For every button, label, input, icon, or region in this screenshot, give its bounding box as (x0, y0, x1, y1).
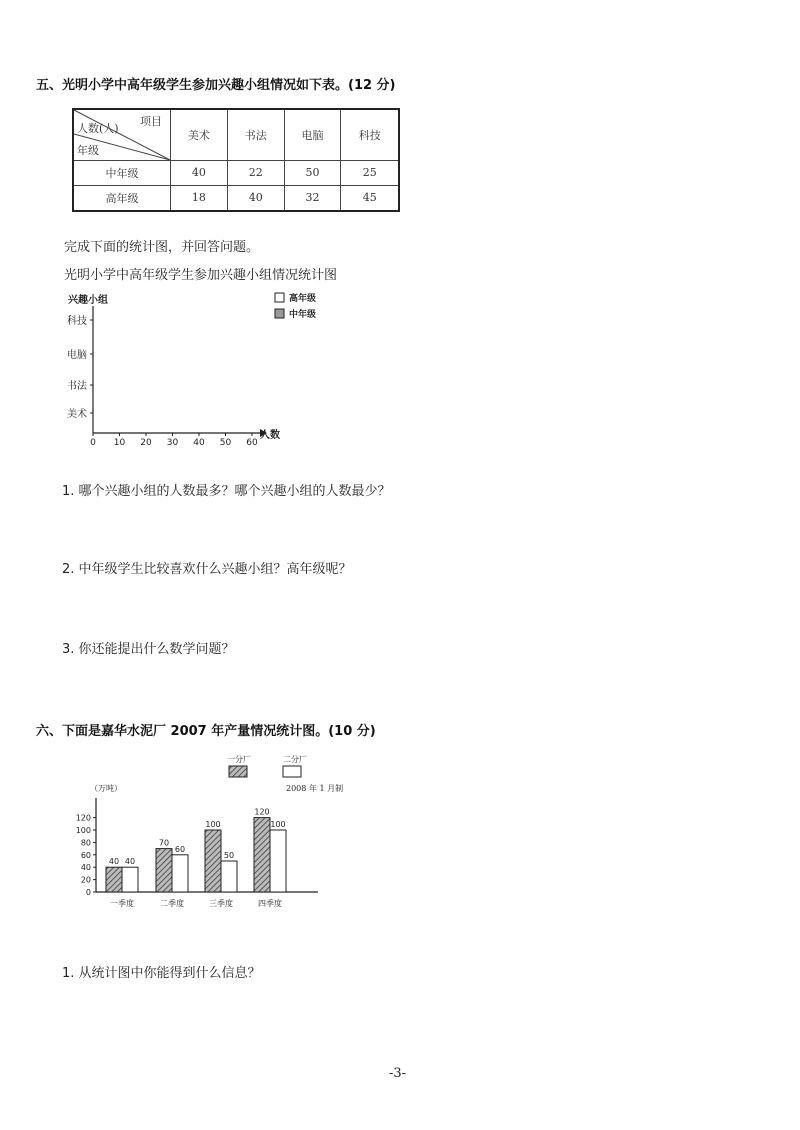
chart1-y-axis-label: 兴趣小组 (68, 295, 108, 306)
chart2-bar (205, 830, 221, 892)
chart2-bar (156, 849, 172, 892)
chart1-category-label: 电脑 (67, 350, 87, 361)
table-cell: 40 (171, 161, 228, 186)
interest-group-table (72, 108, 400, 212)
chart2-data-label: 50 (223, 851, 235, 860)
chart2-data-label: 100 (270, 820, 286, 829)
chart1-x-tick-label: 10 (113, 438, 126, 448)
chart2-y-tick-label: 80 (80, 838, 91, 848)
chart2-data-label: 40 (124, 857, 136, 867)
table-header-cell: 美术 (171, 109, 228, 161)
legend-swatch-factory2 (283, 766, 301, 777)
legend-label-factory1: 一分厂 (227, 755, 251, 764)
table-cell: 40 (227, 185, 284, 211)
chart2-cement-production (72, 750, 344, 915)
chart1-category-label: 科技 (67, 316, 87, 327)
chart2-y-tick-label: 20 (80, 875, 91, 885)
legend-label-senior-grade: 高年级 (289, 294, 317, 304)
chart2-bar (106, 867, 122, 892)
legend-swatch-middle-grade (275, 309, 284, 318)
legend-label-factory2: 二分厂 (283, 755, 307, 764)
table-row (73, 161, 399, 186)
legend-swatch-factory1 (229, 766, 247, 777)
chart2-y-tick-label: 40 (80, 863, 91, 873)
section5-title: 五、光明小学中高年级学生参加兴趣小组情况如下表。(12 分) (36, 78, 396, 93)
chart1-x-tick-label: 50 (219, 438, 232, 448)
chart1-title: 光明小学中高年级学生参加兴趣小组情况统计图 (64, 268, 338, 283)
legend-swatch-senior-grade (275, 293, 284, 302)
chart1-category-label: 书法 (67, 381, 87, 392)
corner-label-item: 项目 (140, 115, 162, 128)
instruction-text: 完成下面的统计图，并回答问题。 (64, 240, 260, 255)
chart2-y-tick-label: 0 (85, 888, 91, 897)
question-1: 1. 哪个兴趣小组的人数最多？哪个兴趣小组的人数最少？ (62, 484, 391, 499)
question-6-1: 1. 从统计图中你能得到什么信息？ (62, 966, 261, 981)
table-cell: 18 (171, 185, 228, 211)
chart2-category-label: 四季度 (258, 899, 282, 908)
chart2-data-label: 70 (158, 838, 170, 848)
chart1-x-axis-label: 人数 (260, 430, 280, 441)
chart2-category-label: 二季度 (160, 899, 184, 908)
table-row-header: 高年级 (73, 185, 171, 211)
chart2-data-label: 40 (108, 857, 120, 867)
corner-label-people: 人数(人) (77, 122, 119, 135)
question-3: 3. 你还能提出什么数学问题？ (62, 642, 235, 657)
chart2-y-tick-label: 120 (75, 813, 91, 823)
table-row (73, 185, 399, 211)
chart2-date-note: 2008 年 1 月制 (286, 784, 344, 793)
table-header-cell: 书法 (227, 109, 284, 161)
table-row-header: 中年级 (73, 161, 171, 186)
corner-label-grade: 年级 (77, 144, 99, 157)
chart2-category-label: 三季度 (209, 899, 233, 908)
chart2-bar (221, 861, 237, 892)
chart1-x-tick-label: 30 (166, 438, 179, 448)
chart1-x-tick-label: 40 (193, 438, 205, 448)
chart2-bar (254, 818, 270, 892)
table-cell: 25 (341, 161, 399, 186)
chart1-interest-groups (60, 288, 317, 448)
chart1-category-label: 美术 (67, 409, 87, 420)
chart1-x-tick-label: 20 (140, 438, 152, 448)
page-number: -3- (389, 1066, 407, 1081)
table-header-cell: 科技 (341, 109, 399, 161)
question-2: 2. 中年级学生比较喜欢什么兴趣小组？高年级呢？ (62, 562, 352, 577)
table-cell: 22 (227, 161, 284, 186)
chart1-x-tick-label: 60 (246, 438, 258, 448)
chart1-x-tick-label: 0 (90, 438, 96, 448)
chart2-data-label: 120 (254, 807, 270, 817)
legend-label-middle-grade: 中年级 (289, 310, 317, 320)
table-cell: 50 (284, 161, 341, 186)
chart2-bar (172, 855, 188, 892)
table-header-cell: 电脑 (284, 109, 341, 161)
section6-title: 六、下面是嘉华水泥厂 2007 年产量情况统计图。(10 分) (36, 724, 376, 739)
chart2-data-label: 60 (174, 844, 186, 854)
chart2-data-label: 100 (205, 820, 221, 829)
chart2-y-tick-label: 100 (75, 826, 91, 835)
chart2-bar (270, 830, 286, 892)
chart2-unit-label: （万吨） (90, 784, 122, 793)
chart2-y-tick-label: 60 (80, 850, 91, 860)
chart2-bar (122, 867, 138, 892)
table-cell: 45 (341, 185, 399, 211)
table-cell: 32 (284, 185, 341, 211)
table-corner-cell (73, 109, 171, 161)
chart2-category-label: 一季度 (110, 899, 134, 908)
